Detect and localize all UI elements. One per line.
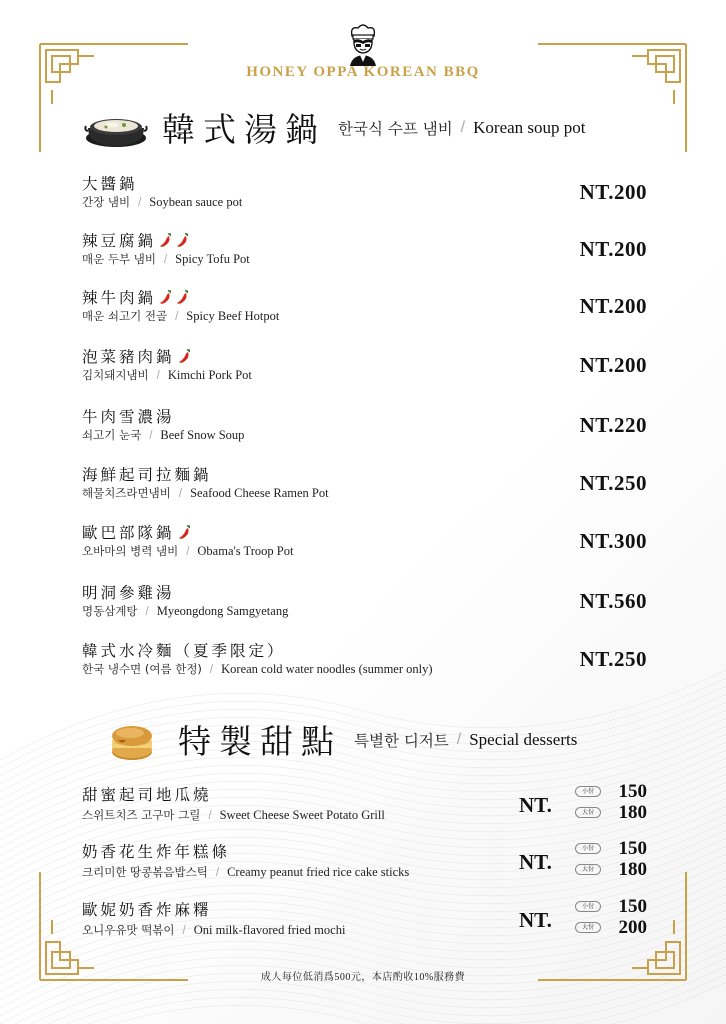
item-name-ko: 오니우유맛 떡볶이 — [82, 923, 175, 937]
size-prices — [575, 781, 647, 823]
item-name-ko: 명동삼계탕 — [82, 604, 138, 618]
chili-pepper-icon — [158, 289, 173, 305]
large-size-tag: 大份 — [575, 807, 601, 818]
item-name-en: Sweet Cheese Sweet Potato Grill — [219, 808, 385, 822]
item-name-zh: 韓式水冷麵（夏季限定） — [82, 643, 286, 660]
item-price: NT.220 — [579, 413, 647, 437]
price-currency-label: NT. — [519, 793, 552, 817]
item-name-en: Creamy peanut fried rice cake sticks — [227, 865, 410, 879]
small-size-row — [575, 896, 647, 917]
item-price: NT.250 — [579, 647, 647, 671]
soup-item — [82, 581, 647, 625]
soup-item — [82, 172, 647, 216]
item-price: NT.200 — [579, 180, 647, 204]
small-size-tag: 小份 — [575, 843, 601, 854]
chili-pepper-icon — [175, 232, 190, 248]
item-name-ko: 크리미한 땅콩볶음밥스틱 — [82, 865, 208, 879]
item-name-zh: 海鮮起司拉麵鍋 — [82, 467, 212, 484]
small-size-tag: 小份 — [575, 901, 601, 912]
size-prices — [575, 838, 647, 880]
small-size-row — [575, 838, 647, 859]
item-name-zh: 泡菜豬肉鍋 — [82, 349, 175, 366]
item-name-en: Spicy Tofu Pot — [175, 252, 250, 266]
footer-note: 成人每位低消爲500元，本店酌收10%服務費 — [260, 972, 466, 983]
item-name-zh: 牛肉雪濃湯 — [82, 409, 175, 426]
large-price: 180 — [618, 858, 647, 880]
large-size-row — [575, 802, 647, 823]
dessert-section-subtitle-en: Special desserts — [469, 729, 578, 749]
soup-item — [82, 286, 647, 330]
chili-pepper-icon — [175, 289, 190, 305]
small-size-tag: 小份 — [575, 786, 601, 797]
item-name-ko: 매운 두부 냄비 — [82, 252, 156, 266]
chili-pepper-icon — [158, 232, 173, 248]
separator-slash: / — [138, 197, 142, 209]
separator-slash: / — [175, 311, 179, 323]
soup-item — [82, 521, 647, 565]
item-name-zh: 歐巴部隊鍋 — [82, 525, 175, 542]
item-name-en: Korean cold water noodles (summer only) — [221, 662, 433, 676]
soup-section-title: 韓式湯鍋 — [162, 113, 326, 149]
price-currency-label: NT. — [519, 850, 552, 874]
item-name-en: Kimchi Pork Pot — [167, 368, 252, 382]
chef-logo-icon — [340, 22, 386, 68]
item-name-zh: 奶香花生炸年糕條 — [82, 844, 231, 861]
dessert-section-subtitle-ko: 특별한 디저트 — [354, 731, 449, 750]
soup-item — [82, 229, 647, 273]
item-name-zh: 歐妮奶香炸麻糬 — [82, 902, 212, 919]
item-name-ko: 한국 냉수면 (여름 한정) — [82, 662, 202, 676]
separator-slash: / — [145, 606, 149, 618]
brand-name: HONEY OPPA KOREAN BBQ — [246, 64, 480, 80]
soup-pot-icon — [84, 106, 148, 150]
separator-slash: / — [163, 254, 168, 266]
large-price: 180 — [618, 801, 647, 823]
soup-section-subtitle-ko: 한국식 수프 냄비 — [338, 119, 453, 138]
item-name-en: Obama's Troop Pot — [197, 544, 294, 558]
dessert-section-title: 特製甜點 — [178, 725, 342, 761]
item-name-ko: 매운 쇠고기 전골 — [82, 309, 168, 323]
soup-item — [82, 405, 647, 449]
dessert-item — [82, 780, 647, 829]
item-name-ko: 스위트치즈 고구마 그릴 — [82, 808, 201, 822]
item-name-en: Oni milk-flavored fried mochi — [193, 923, 346, 937]
separator-slash: / — [460, 118, 466, 136]
small-price: 150 — [618, 780, 647, 802]
dessert-item — [82, 895, 647, 944]
large-size-tag: 大份 — [575, 864, 601, 875]
item-name-ko: 김치돼지냄비 — [82, 368, 149, 382]
large-size-tag: 大份 — [575, 922, 601, 933]
item-name-en: Spicy Beef Hotpot — [186, 309, 280, 323]
separator-slash: / — [178, 488, 183, 500]
separator-slash: / — [215, 867, 220, 879]
item-name-zh: 大醬鍋 — [82, 176, 138, 193]
item-name-en: Soybean sauce pot — [149, 195, 243, 209]
soup-section-subtitle-en: Korean soup pot — [473, 117, 586, 137]
small-price: 150 — [618, 895, 647, 917]
separator-slash: / — [208, 810, 212, 822]
item-price: NT.200 — [579, 353, 647, 377]
item-name-en: Seafood Cheese Ramen Pot — [190, 486, 329, 500]
item-price: NT.250 — [579, 471, 647, 495]
dessert-section-header — [108, 716, 577, 763]
item-name-zh: 明洞參雞湯 — [82, 585, 175, 602]
small-size-row — [575, 781, 647, 802]
item-name-en: Myeongdong Samgyetang — [156, 604, 289, 618]
item-price: NT.560 — [579, 589, 647, 613]
item-name-en: Beef Snow Soup — [160, 428, 245, 442]
separator-slash: / — [149, 430, 153, 442]
soup-item — [82, 639, 647, 683]
item-price: NT.300 — [579, 529, 647, 553]
item-name-ko: 오바마의 병력 냄비 — [82, 544, 179, 558]
soup-item — [82, 345, 647, 389]
chili-pepper-icon — [177, 524, 192, 540]
item-name-ko: 간장 냄비 — [82, 195, 131, 209]
separator-slash: / — [182, 925, 186, 937]
size-prices — [575, 896, 647, 938]
separator-slash: / — [186, 546, 190, 558]
item-name-zh: 甜蜜起司地瓜燒 — [82, 787, 212, 804]
large-size-row — [575, 917, 647, 938]
item-price: NT.200 — [579, 237, 647, 261]
chili-pepper-icon — [177, 348, 192, 364]
separator-slash: / — [209, 664, 214, 676]
item-name-ko: 쇠고기 눈국 — [82, 428, 142, 442]
dessert-bun-icon — [108, 718, 156, 762]
large-price: 200 — [618, 916, 647, 938]
item-price: NT.200 — [579, 294, 647, 318]
item-name-ko: 해물치즈라면냄비 — [82, 486, 171, 500]
soup-section-header — [84, 104, 586, 151]
price-currency-label: NT. — [519, 908, 552, 932]
small-price: 150 — [618, 837, 647, 859]
soup-item — [82, 463, 647, 507]
separator-slash: / — [456, 730, 462, 748]
separator-slash: / — [156, 370, 160, 382]
item-name-zh: 辣豆腐鍋 — [82, 233, 157, 250]
dessert-item — [82, 837, 647, 886]
item-name-zh: 辣牛肉鍋 — [82, 290, 157, 307]
large-size-row — [575, 859, 647, 880]
